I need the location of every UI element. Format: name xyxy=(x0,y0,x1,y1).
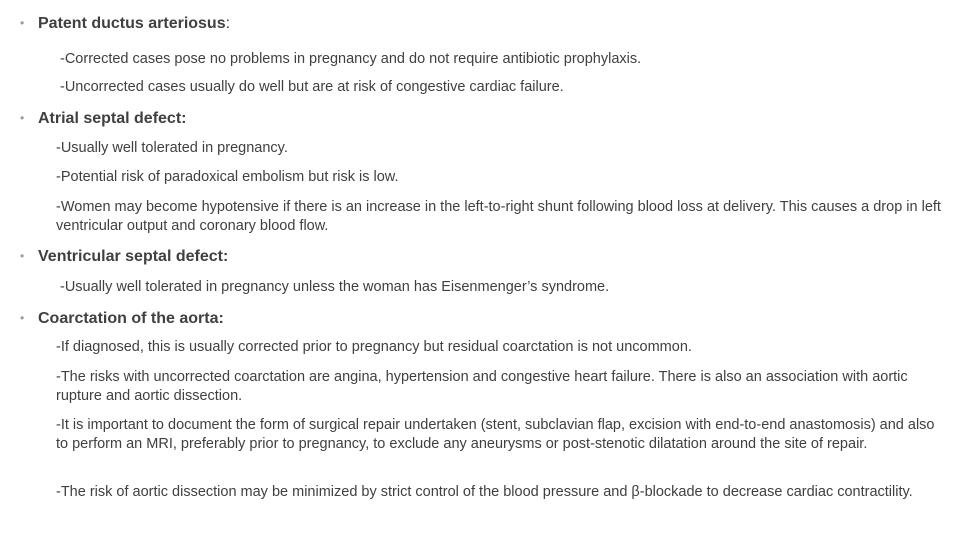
list-item: -Women may become hypotensive if there is an increase in the left-to-right shunt following blood loss at delivery. This causes a drop in left ventricular output and coronary blood flow. xyxy=(56,199,941,234)
heading-ventricular-septal-defect xyxy=(20,246,228,267)
bullet-icon: • xyxy=(20,16,25,30)
heading-coarctation-of-the-aorta xyxy=(20,308,224,329)
heading-text: Ventricular septal defect: xyxy=(38,248,229,265)
list-item: -Usually well tolerated in pregnancy unless the woman has Eisenmenger’s syndrome. xyxy=(60,279,610,295)
list-item: -The risks with uncorrected coarctation are angina, hypertension and congestive heart failure. There is also an association with aortic rupture and aortic dissection. xyxy=(56,369,908,404)
heading-colon: : xyxy=(225,15,231,32)
list-item: -The risk of aortic dissection may be minimized by strict control of the blood pressure and β-blockade to decrease cardiac contractility. xyxy=(56,484,913,500)
heading-text: Atrial septal defect: xyxy=(38,110,187,127)
list-item: -Uncorrected cases usually do well but are at risk of congestive cardiac failure. xyxy=(60,79,564,95)
list-item: -It is important to document the form of surgical repair undertaken (stent, subclavian flap, excision with end-to-end anastomosis) and also to perform an MRI, preferably prior to pregnancy, to exclude any aneurysms or post-stenotic dilatation around the site of repair. xyxy=(56,417,935,452)
bullet-icon: • xyxy=(20,111,25,125)
list-item: -If diagnosed, this is usually corrected prior to pregnancy but residual coarctation is not uncommon. xyxy=(56,339,692,355)
heading-text: Coarctation of the aorta: xyxy=(38,310,224,327)
list-item: -Corrected cases pose no problems in pregnancy and do not require antibiotic prophylaxis. xyxy=(60,51,642,67)
heading-text: Patent ductus arteriosus xyxy=(38,15,226,32)
bullet-icon: • xyxy=(20,311,25,325)
heading-patent-ductus-arteriosus xyxy=(20,13,230,34)
heading-atrial-septal-defect xyxy=(20,108,186,129)
list-item: -Potential risk of paradoxical embolism but risk is low. xyxy=(56,169,399,185)
bullet-icon: • xyxy=(20,249,25,263)
list-item: -Usually well tolerated in pregnancy. xyxy=(56,140,288,156)
